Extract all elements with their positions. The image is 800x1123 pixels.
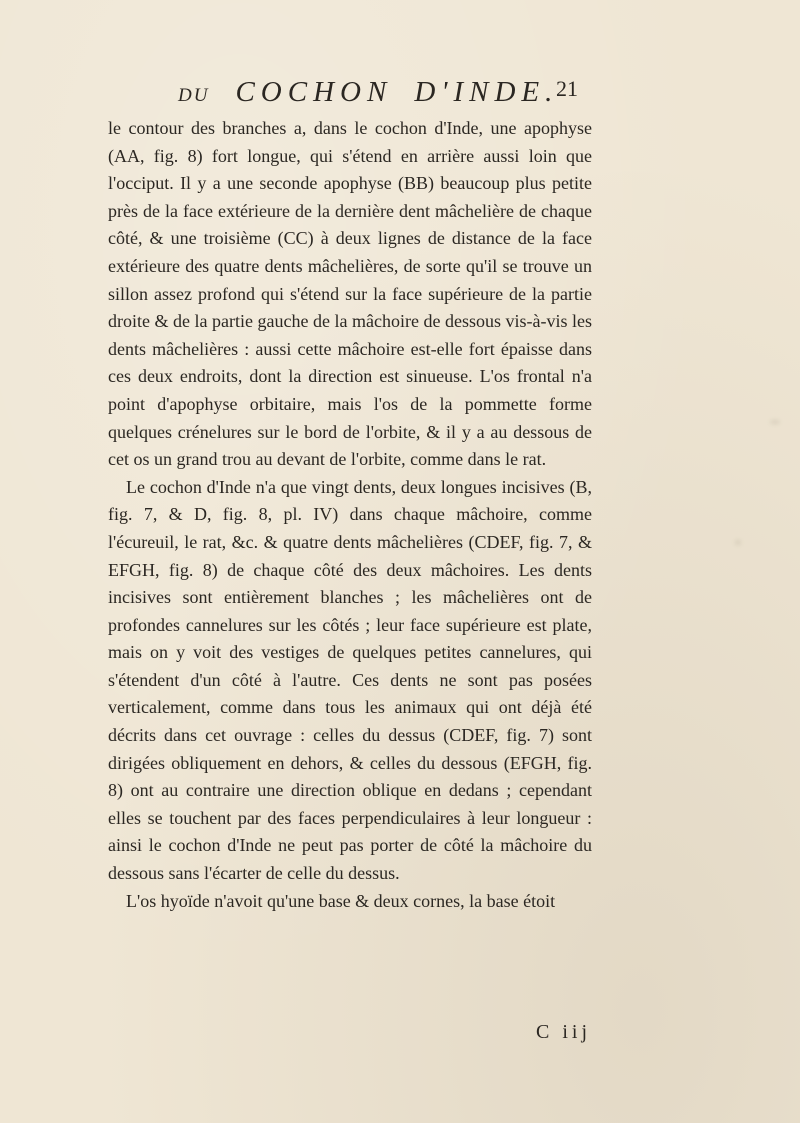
paper-stain bbox=[770, 420, 780, 424]
signature-mark: C iij bbox=[536, 1021, 592, 1043]
header-prefix: DU bbox=[178, 85, 210, 106]
page-number: 21 bbox=[556, 76, 578, 101]
paragraph-1: le contour des branches a, dans le cochon d'Inde, une apophyse (AA, fig. 8) fort longue, qui s'étend en arrière aussi loin que l'occiput. Il y a une seconde apophyse (BB) beaucoup plus petite près de la face extérieure de la dernière dent mâchelière de chaque côté, & une troisième (CC) à deux lignes de distance de la face extérieure des quatre dents mâchelières, de sorte qu'il se trouve un sillon assez profond qui s'étend sur la face supérieure de la partie droite & de la partie gauche de la mâchoire de dessous vis-à-vis les dents mâchelières : aussi cette mâchoire est-elle fort épaisse dans ces deux endroits, dont la direction est sinueuse. L'os frontal n'a point d'apophyse orbitaire, mais l'os de la pommette forme quelques crénelures sur le bord de l'orbite, & il y a au dessous de cet os un grand trou au devant de l'orbite, comme dans le rat. bbox=[108, 118, 592, 470]
running-header bbox=[178, 76, 598, 110]
paper-stain bbox=[735, 540, 741, 545]
header-connector: D'INDE. bbox=[414, 76, 559, 108]
body-text bbox=[108, 115, 592, 915]
header-title: COCHON bbox=[235, 76, 393, 108]
paragraph-3: L'os hyoïde n'avoit qu'une base & deux cornes, la base étoit bbox=[126, 890, 556, 911]
paragraph-2: Le cochon d'Inde n'a que vingt dents, deux longues incisives (B, fig. 7, & D, fig. 8, pl. IV) dans chaque mâchoire, comme l'écureuil, le rat, &c. & quatre dents mâchelières (CDEF, fig. 7, & EFGH, fig. 8) de chaque côté des deux mâchoires. Les dents incisives sont entièrement blanches ; les mâchelières ont de profondes cannelures sur les côtés ; leur face supérieure est plate, mais on y voit des vestiges de quelques petites cannelures, qui s'étendent d'un côté à l'autre. Ces dents ne sont pas posées verticalement, comme dans tous les animaux qui ont déjà été décrits dans cet ouvrage : celles du dessus (CDEF, fig. 7) sont dirigées obliquement en dehors, & celles du dessous (EFGH, fig. 8) ont au contraire une direction oblique en dedans ; cependant elles se touchent par des faces perpendiculaires à leur longueur : ainsi le cochon d'Inde ne peut pas porter de côté la mâchoire du dessous sans l'écarter de celle du dessus. bbox=[108, 476, 592, 884]
